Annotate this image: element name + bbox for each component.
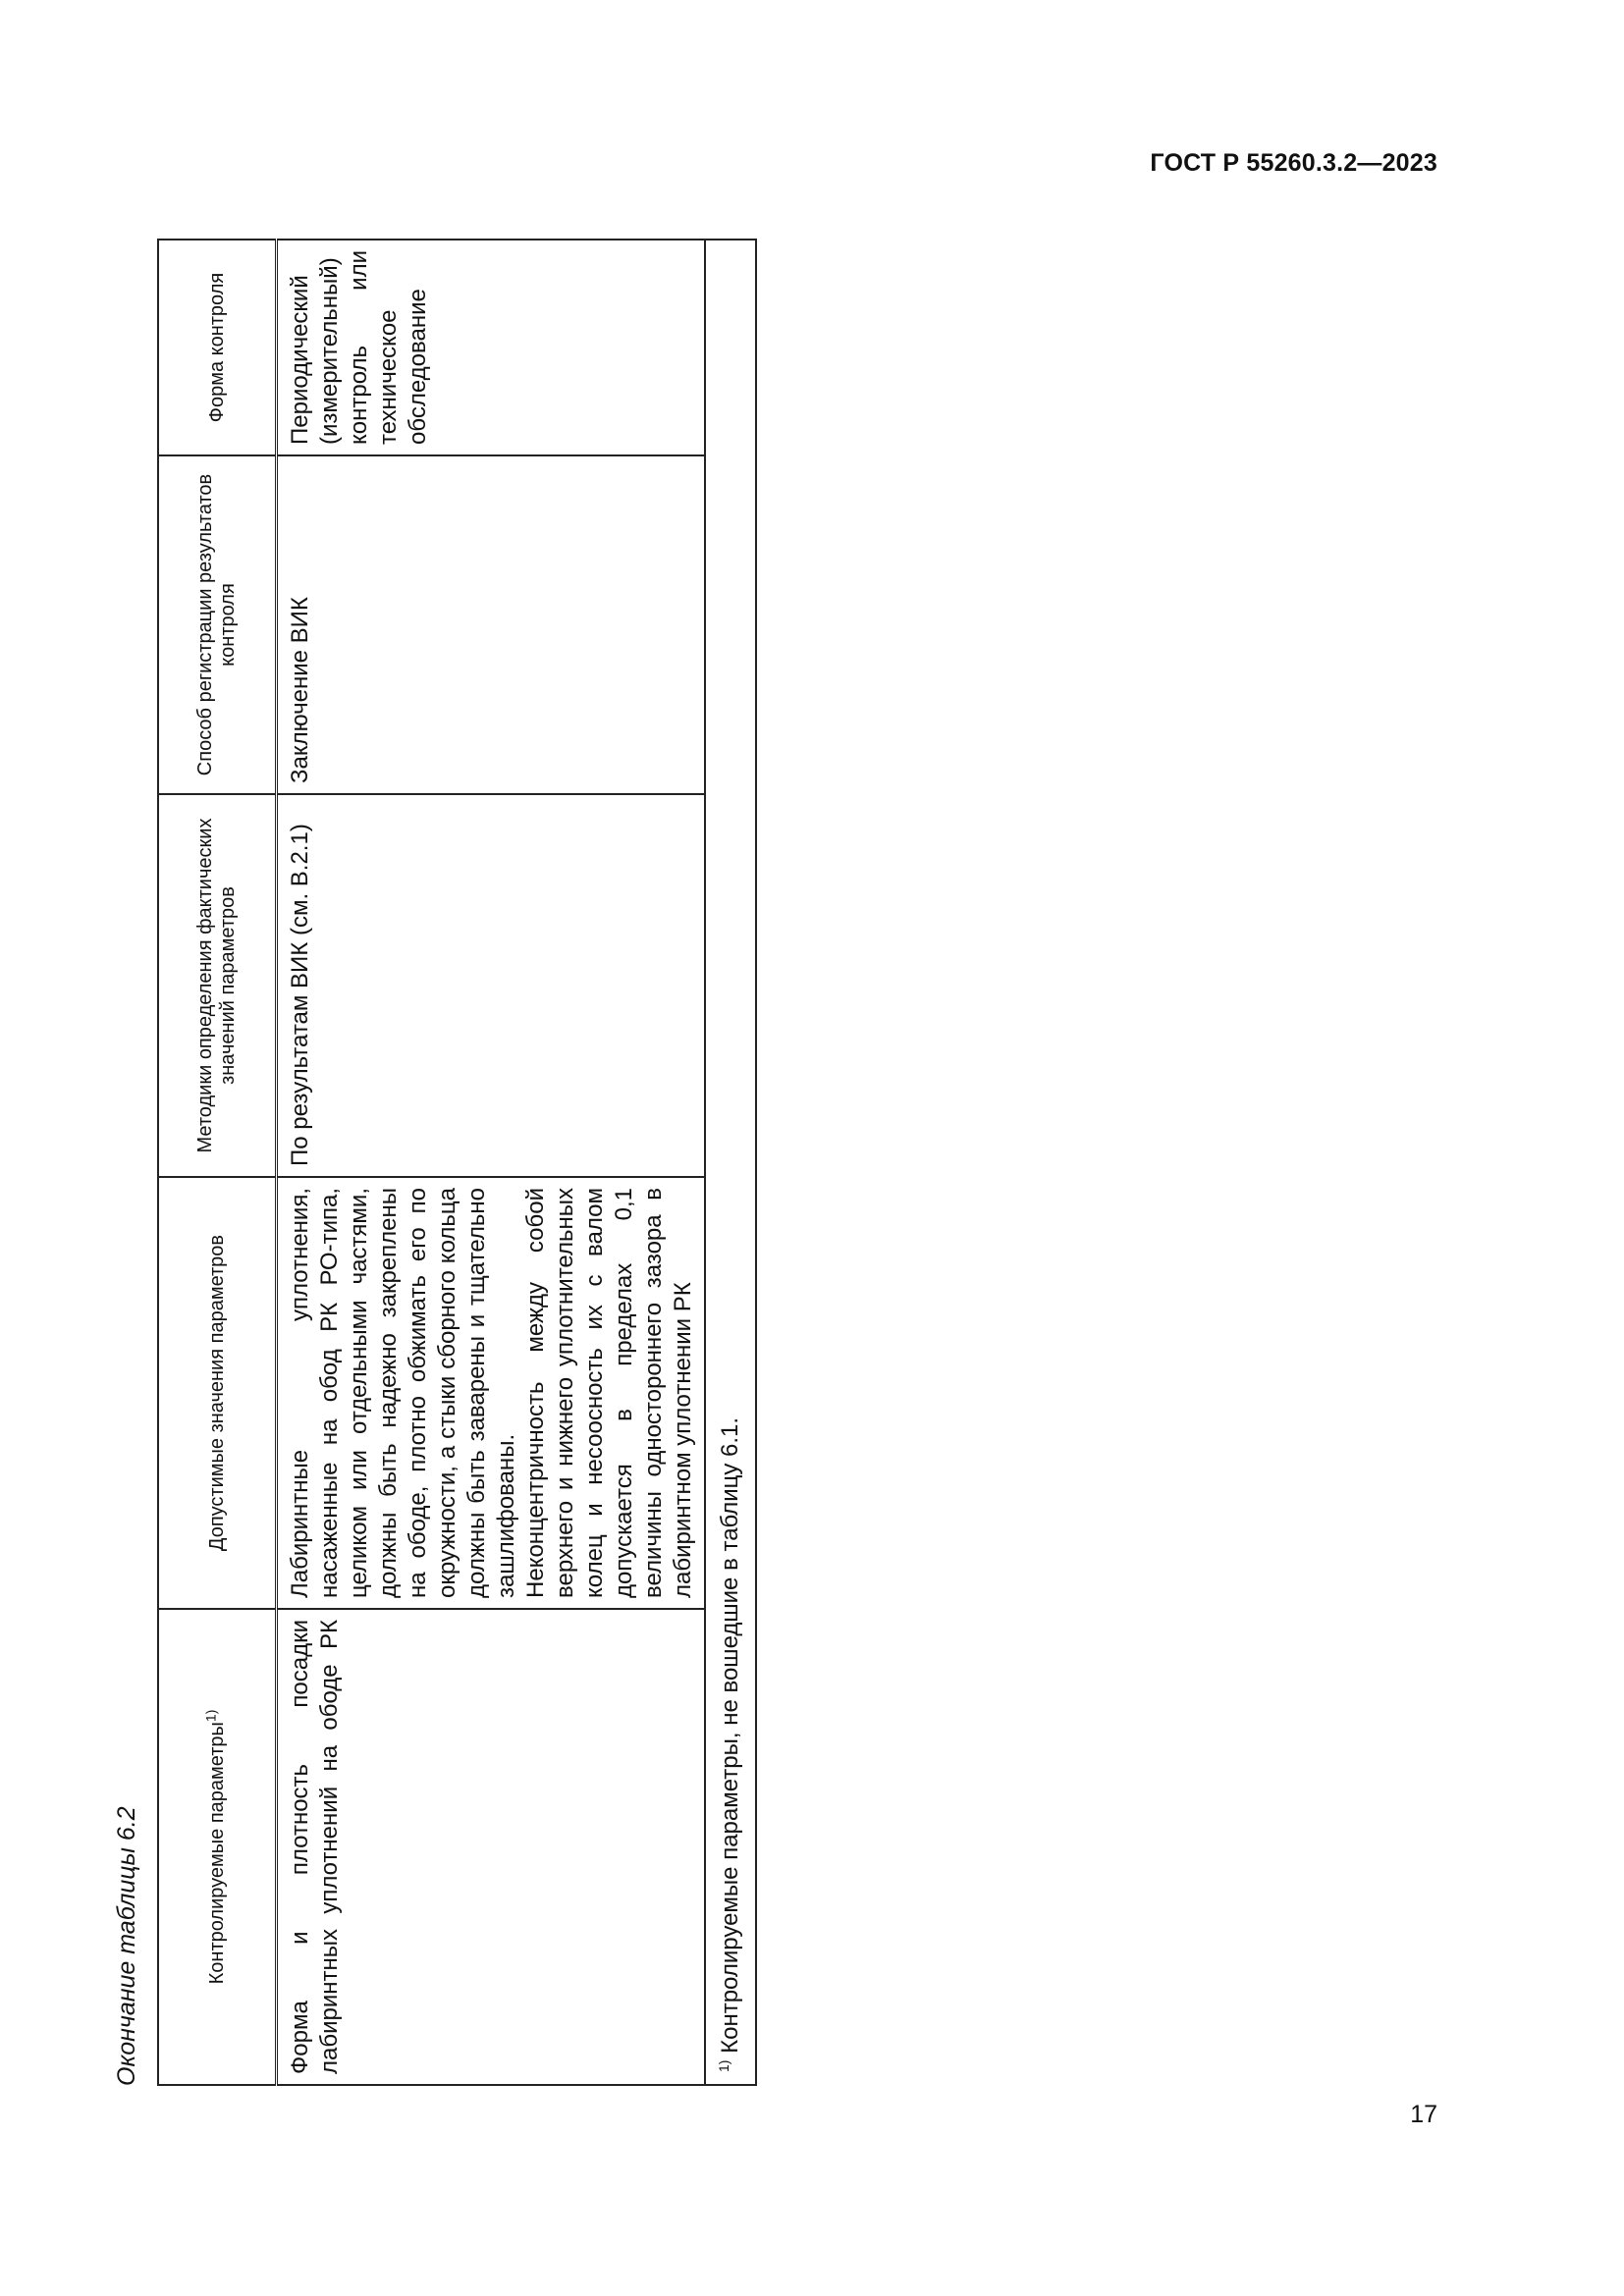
allowed-values-paragraph-1: Лабиринтные уплотнения, насаженные на обод РК РО-типа, целиком или отдельными частями, должны быть надежно закреплены на ободе, плотно обжимать его по окружности, а стыки сборного кольца должны быть заварены и тщательно зашлифованы. bbox=[287, 1188, 519, 1598]
footnote-row bbox=[705, 240, 756, 2085]
allowed-values-paragraph-2: Неконцентричность между собой верхнего и нижнего уплотнительных колец и несоосность их с валом допускается в пределах 0,1 величины одностороннего зазора в лабиринтном уплотнении РК bbox=[522, 1188, 696, 1598]
document-code: ГОСТ Р 55260.3.2—2023 bbox=[1150, 149, 1437, 177]
parameters-table bbox=[157, 239, 757, 2086]
table-header-row bbox=[158, 240, 277, 2085]
header-control-form: Форма контроля bbox=[158, 240, 277, 455]
cell-parameter: Форма и плотность посадки лабиринтных уплотнений на ободе РК bbox=[277, 1609, 706, 2085]
cell-registration: Заключение ВИК bbox=[277, 455, 706, 794]
table-footnote: $^{1)}$ Контролируемые параметры, не вошедшие в таблицу 6.1. bbox=[705, 240, 756, 2085]
header-controlled-parameters: Контролируемые параметры$^{1)}$ bbox=[158, 1609, 277, 2085]
page-number: 17 bbox=[1410, 2101, 1437, 2128]
table-row bbox=[277, 240, 706, 2085]
header-allowed-values: Допустимые значения параметров bbox=[158, 1177, 277, 1609]
rotated-table-block bbox=[113, 221, 790, 2086]
footnote-mark: 1) bbox=[716, 2059, 731, 2072]
cell-control-form: Периодический (измерительный) контроль или техническое обследование bbox=[277, 240, 706, 455]
header-methods: Методики определения фактических значений параметров bbox=[158, 794, 277, 1177]
cell-methods: По результатам ВИК (см. В.2.1) bbox=[277, 794, 706, 1177]
table-caption: Окончание таблицы 6.2 bbox=[113, 1806, 140, 2086]
header-registration: Способ регистрации результатов контроля bbox=[158, 455, 277, 794]
header-footnote-mark: 1) bbox=[201, 1709, 218, 1723]
cell-allowed-values bbox=[277, 1177, 706, 1609]
